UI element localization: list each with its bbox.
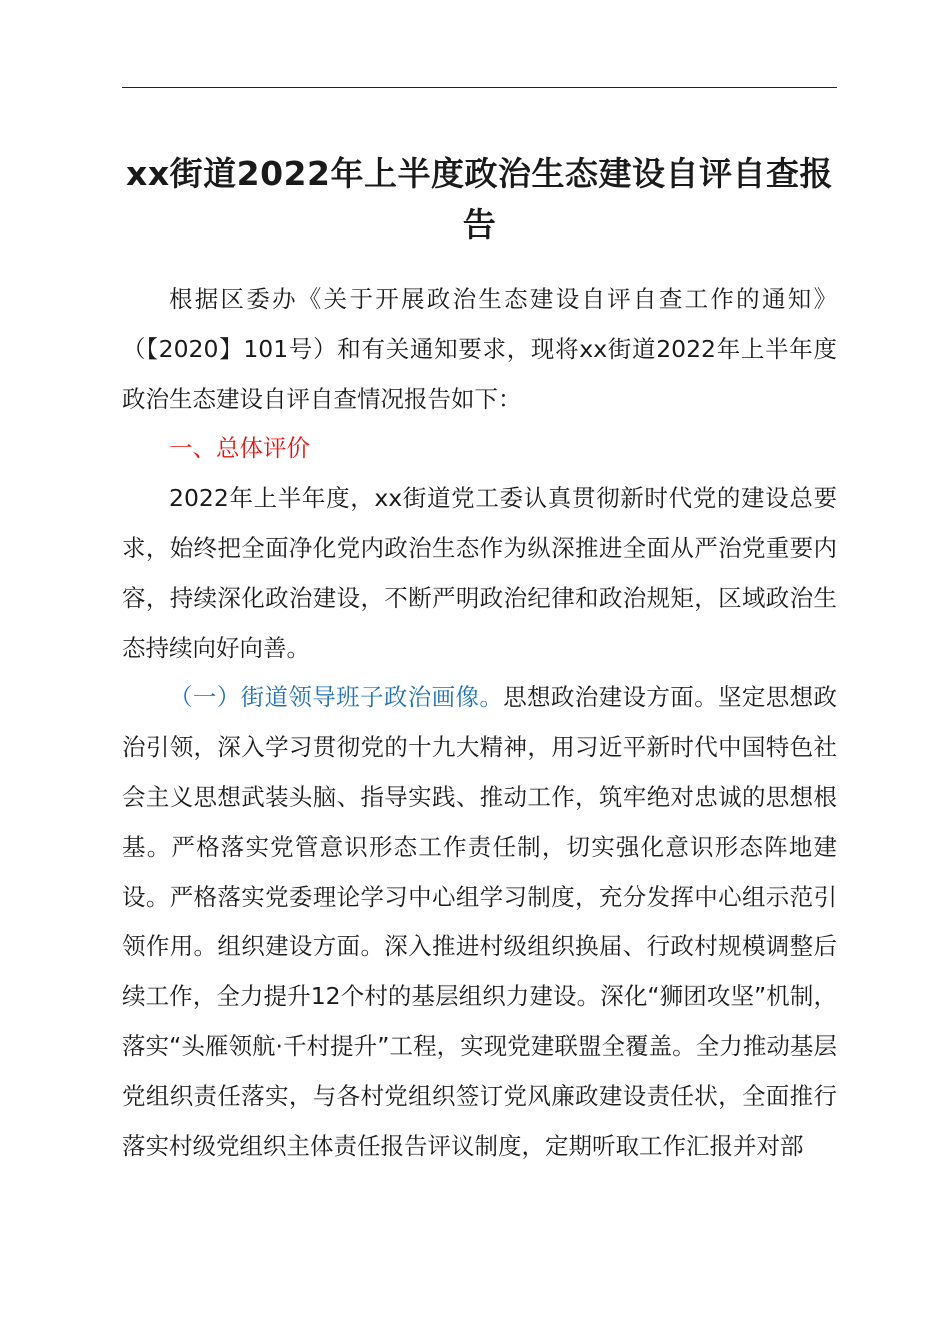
leadership-portrait-paragraph	[122, 673, 837, 1171]
subheading-leadership-portrait: （一）街道领导班子政治画像。	[169, 683, 504, 712]
section-heading-overall-evaluation: 一、总体评价	[169, 434, 310, 463]
header-rule	[122, 87, 837, 88]
document-body	[122, 275, 837, 1171]
intro-paragraph: 根据区委办《关于开展政治生态建设自评自查工作的通知》（【2020】101号）和有关通知要求，现将xx街道2022年上半年度政治生态建设自评自查情况报告如下：	[122, 285, 837, 413]
document-title: xx街道2022年上半度政治生态建设自评自查报告	[126, 154, 833, 244]
leadership-portrait-text: 思想政治建设方面。坚定思想政治引领，深入学习贯彻党的十九大精神，用习近平新时代中国特色社会主义思想武装头脑、指导实践、推动工作，筑牢绝对忠诚的思想根基。严格落实党管意识形态工作责任制，切实强化意识形态阵地建设。严格落实党委理论学习中心组学习制度，充分发挥中心组示范引领作用。组织建设方面。深入推进村级组织换届、行政村规模调整后续工作，全力提升12个村的基层组织力建设。深化“狮团攻坚”机制，落实“头雁领航·千村提升”工程，实现党建联盟全覆盖。全力推动基层党组织责任落实，与各村党组织签订党风廉政建设责任状，全面推行落实村级党组织主体责任报告评议制度，定期听取工作汇报并对部	[122, 683, 838, 1160]
overall-evaluation-paragraph: 2022年上半年度，xx街道党工委认真贯彻新时代党的建设总要求，始终把全面净化党内政治生态作为纵深推进全面从严治党重要内容，持续深化政治建设，不断严明政治纪律和政治规矩，区域政治生态持续向好向善。	[122, 484, 837, 662]
